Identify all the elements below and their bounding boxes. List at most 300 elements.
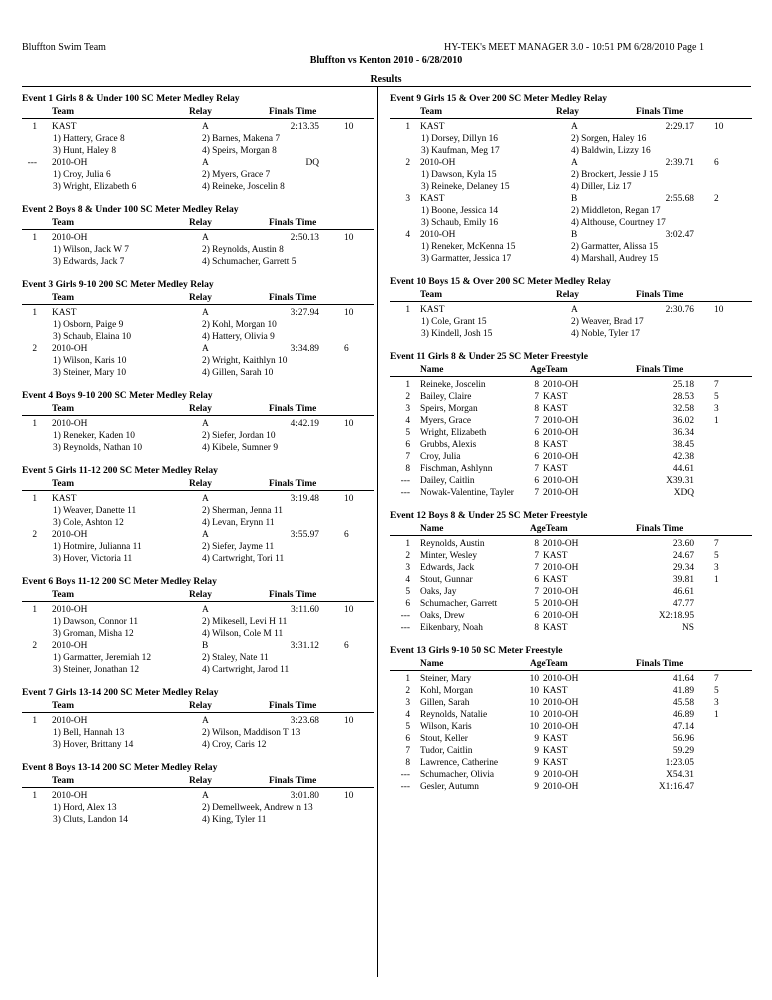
finals-time: 2:30.76	[665, 305, 694, 315]
finals-time: 59.29	[672, 746, 694, 756]
swimmer-name: Wilson, Karis	[420, 722, 472, 732]
swimmer: 2) Reynolds, Austin 8	[202, 245, 284, 255]
swimmer-row	[22, 541, 374, 553]
points: 2	[714, 194, 719, 204]
swimmer-row	[22, 244, 374, 256]
swimmer-row	[22, 355, 374, 367]
software-stamp: HY-TEK's MEET MANAGER 3.0 - 10:51 PM 6/28/2010 Page 1	[444, 42, 704, 53]
points: 6	[714, 158, 719, 168]
individual-event	[390, 350, 752, 499]
header-finals-time: Finals Time	[269, 404, 317, 414]
swimmer-name: Tudor, Caitlin	[420, 746, 473, 756]
place: 1	[32, 308, 37, 318]
relay-letter: A	[202, 344, 209, 354]
team: KAST	[543, 551, 568, 561]
points: 3	[714, 563, 719, 573]
place: ---	[400, 488, 410, 498]
points: 10	[344, 791, 354, 801]
table-header	[390, 106, 752, 119]
result-row	[22, 529, 374, 541]
place: 5	[405, 722, 410, 732]
swimmer-name: Gesler, Autumn	[420, 782, 479, 792]
team: 2010-OH	[543, 710, 579, 720]
swimmer-name: Wright, Elizabeth	[420, 428, 487, 438]
age: 6	[534, 611, 539, 621]
swimmer-name: Oaks, Drew	[420, 611, 465, 621]
team: 2010-OH	[543, 488, 579, 498]
header-finals-time: Finals Time	[636, 365, 684, 375]
swimmer-name: Minter, Wesley	[420, 551, 478, 561]
finals-time: 24.67	[672, 551, 694, 561]
swimmer: 1) Reneker, Kaden 10	[53, 431, 135, 441]
age: 9	[534, 758, 539, 768]
result-row	[390, 121, 752, 133]
finals-time: 3:23.68	[290, 716, 319, 726]
place: ---	[400, 611, 410, 621]
result-row	[390, 721, 752, 733]
swimmer: 1) Dorsey, Dillyn 16	[421, 134, 498, 144]
team: 2010-OH	[52, 158, 88, 168]
swimmer-name: Steiner, Mary	[420, 674, 472, 684]
result-row	[22, 121, 374, 133]
result-row	[22, 157, 374, 169]
header-team: Team	[52, 293, 75, 303]
place: 5	[405, 428, 410, 438]
header-finals-time: Finals Time	[636, 659, 684, 669]
finals-time: 29.34	[672, 563, 694, 573]
finals-time: X39.31	[666, 476, 694, 486]
team: 2010-OH	[543, 476, 579, 486]
table-header	[22, 478, 374, 491]
place: 4	[405, 230, 410, 240]
header-team: Team	[52, 776, 75, 786]
relay-event	[22, 92, 374, 193]
header-relay: Relay	[556, 107, 579, 117]
finals-time: 32.58	[672, 404, 694, 414]
team: 2010-OH	[543, 770, 579, 780]
relay-letter: A	[571, 158, 578, 168]
swimmer-name: Reineke, Joscelin	[420, 380, 486, 390]
finals-time: 36.34	[672, 428, 694, 438]
result-row	[22, 640, 374, 652]
relay-letter: A	[202, 158, 209, 168]
swimmer: 3) Kindell, Josh 15	[421, 329, 493, 339]
swimmer: 1) Dawson, Connor 11	[53, 617, 139, 627]
age: 9	[534, 746, 539, 756]
finals-time: X54.31	[666, 770, 694, 780]
team: 2010-OH	[52, 641, 88, 651]
event-title: Event 13 Girls 9-10 50 SC Meter Freestyle	[390, 645, 563, 656]
event-title: Event 6 Boys 11-12 200 SC Meter Medley Relay	[22, 576, 217, 587]
swimmer-name: Grubbs, Alexis	[420, 440, 477, 450]
place: 1	[32, 419, 37, 429]
team: KAST	[52, 494, 77, 504]
team: 2010-OH	[420, 158, 456, 168]
age: 6	[534, 575, 539, 585]
finals-time: X1:16.47	[658, 782, 694, 792]
age: 9	[534, 770, 539, 780]
points: 10	[714, 305, 724, 315]
finals-time: 3:27.94	[290, 308, 319, 318]
swimmer: 1) Bell, Hannah 13	[53, 728, 125, 738]
swimmer: 2) Kohl, Morgan 10	[202, 320, 277, 330]
age: 6	[534, 452, 539, 462]
header-name: Name	[420, 659, 444, 669]
swimmer: 3) Reineke, Delaney 15	[421, 182, 510, 192]
team: KAST	[420, 305, 445, 315]
relay-letter: A	[202, 494, 209, 504]
header-finals-time: Finals Time	[636, 107, 684, 117]
place: ---	[400, 476, 410, 486]
result-row	[390, 229, 752, 241]
swimmer-row	[390, 328, 752, 340]
place: 5	[405, 587, 410, 597]
result-row	[390, 745, 752, 757]
team: KAST	[543, 734, 568, 744]
individual-event	[390, 509, 752, 634]
result-row	[22, 418, 374, 430]
swimmer-name: Reynolds, Austin	[420, 539, 485, 549]
result-row	[390, 487, 752, 499]
swimmer-row	[22, 553, 374, 565]
result-row	[390, 379, 752, 391]
team: 2010-OH	[52, 419, 88, 429]
team: KAST	[543, 464, 568, 474]
place: 3	[405, 194, 410, 204]
event-title: Event 3 Girls 9-10 200 SC Meter Medley Relay	[22, 279, 214, 290]
age: 7	[534, 488, 539, 498]
swimmer-row	[390, 241, 752, 253]
place: 2	[405, 686, 410, 696]
finals-time: 47.14	[672, 722, 694, 732]
result-row	[390, 415, 752, 427]
finals-time: 3:19.48	[290, 494, 319, 504]
swimmer: 2) Myers, Grace 7	[202, 170, 271, 180]
header-finals-time: Finals Time	[269, 590, 317, 600]
team: 2010-OH	[543, 539, 579, 549]
points: 10	[344, 605, 354, 615]
header-relay: Relay	[189, 404, 212, 414]
swimmer: 3) Cole, Ashton 12	[53, 518, 124, 528]
header-relay: Relay	[189, 590, 212, 600]
points: 10	[344, 419, 354, 429]
header-finals-time: Finals Time	[269, 107, 317, 117]
result-row	[390, 463, 752, 475]
relay-event	[390, 275, 752, 340]
event-title: Event 9 Girls 15 & Over 200 SC Meter Medley Relay	[390, 93, 608, 104]
finals-time: XDQ	[673, 488, 694, 498]
event-title: Event 7 Girls 13-14 200 SC Meter Medley Relay	[22, 687, 219, 698]
swimmer: 3) Schaub, Elaina 10	[53, 332, 132, 342]
header-relay: Relay	[556, 290, 579, 300]
header-finals-time: Finals Time	[636, 524, 684, 534]
event-title: Event 10 Boys 15 & Over 200 SC Meter Medley Relay	[390, 276, 611, 287]
team-name: Bluffton Swim Team	[22, 42, 106, 53]
swimmer-row	[22, 664, 374, 676]
place: 1	[405, 122, 410, 132]
relay-letter: A	[571, 305, 578, 315]
team: KAST	[52, 308, 77, 318]
swimmer: 4) Noble, Tyler 17	[571, 329, 640, 339]
place: 1	[405, 380, 410, 390]
place: 3	[405, 404, 410, 414]
swimmer-name: Stout, Gunnar	[420, 575, 473, 585]
points: 6	[344, 641, 349, 651]
points: 7	[714, 380, 719, 390]
swimmer: 1) Hattery, Grace 8	[53, 134, 125, 144]
swimmer-name: Croy, Julia	[420, 452, 461, 462]
age: 10	[529, 722, 539, 732]
header-name: Name	[420, 365, 444, 375]
place: 1	[405, 305, 410, 315]
header-relay: Relay	[189, 701, 212, 711]
result-row	[22, 715, 374, 727]
swimmer-row	[22, 367, 374, 379]
relay-letter: A	[571, 122, 578, 132]
swimmer: 3) Steiner, Mary 10	[53, 368, 127, 378]
swimmer-row	[22, 181, 374, 193]
swimmer-row	[390, 217, 752, 229]
swimmer: 1) Wilson, Karis 10	[53, 356, 127, 366]
table-header	[22, 775, 374, 788]
swimmer: 2) Mikesell, Levi H 11	[202, 617, 288, 627]
place: 7	[405, 746, 410, 756]
header-finals-time: Finals Time	[269, 776, 317, 786]
place: ---	[400, 782, 410, 792]
relay-letter: A	[202, 716, 209, 726]
swimmer: 2) Sorgen, Haley 16	[571, 134, 647, 144]
age: 5	[534, 599, 539, 609]
swimmer: 4) Cartwright, Jarod 11	[202, 665, 290, 675]
age: 7	[534, 392, 539, 402]
swimmer-row	[22, 331, 374, 343]
finals-time: 46.89	[672, 710, 694, 720]
swimmer-row	[22, 169, 374, 181]
relay-event	[22, 464, 374, 565]
swimmer-row	[22, 802, 374, 814]
result-row	[390, 439, 752, 451]
finals-time: 56.96	[672, 734, 694, 744]
result-row	[390, 475, 752, 487]
team: 2010-OH	[52, 530, 88, 540]
swimmer-name: Schumacher, Garrett	[420, 599, 498, 609]
place: 1	[32, 605, 37, 615]
swimmer: 1) Dawson, Kyla 15	[421, 170, 497, 180]
finals-time: 45.58	[672, 698, 694, 708]
header-team: Team	[52, 107, 75, 117]
team: 2010-OH	[420, 230, 456, 240]
swimmer: 4) Croy, Caris 12	[202, 740, 267, 750]
header-finals-time: Finals Time	[269, 218, 317, 228]
team: 2010-OH	[543, 380, 579, 390]
team: 2010-OH	[543, 674, 579, 684]
swimmer: 1) Garmatter, Jeremiah 12	[53, 653, 152, 663]
result-row	[22, 604, 374, 616]
team: KAST	[543, 440, 568, 450]
swimmer-name: Myers, Grace	[420, 416, 472, 426]
swimmer-row	[22, 628, 374, 640]
age: 7	[534, 551, 539, 561]
swimmer: 4) Levan, Erynn 11	[202, 518, 275, 528]
swimmer: 1) Reneker, McKenna 15	[421, 242, 516, 252]
swimmer-name: Nowak-Valentine, Tayler	[420, 488, 514, 498]
team: 2010-OH	[543, 563, 579, 573]
header-relay: Relay	[189, 479, 212, 489]
swimmer: 2) Weaver, Brad 17	[571, 317, 644, 327]
finals-time: 42.38	[672, 452, 694, 462]
swimmer: 3) Hunt, Haley 8	[53, 146, 117, 156]
result-row	[390, 451, 752, 463]
relay-letter: A	[202, 122, 209, 132]
swimmer-row	[22, 256, 374, 268]
points: 6	[344, 344, 349, 354]
finals-time: 28.53	[672, 392, 694, 402]
result-row	[390, 574, 752, 586]
team: 2010-OH	[543, 782, 579, 792]
header-age-team: AgeTeam	[530, 365, 568, 375]
result-row	[390, 586, 752, 598]
result-row	[390, 562, 752, 574]
relay-event	[22, 278, 374, 379]
results-heading: Results	[370, 74, 402, 85]
header-relay: Relay	[189, 293, 212, 303]
table-header	[22, 589, 374, 602]
team: KAST	[543, 623, 568, 633]
swimmer-row	[390, 133, 752, 145]
place: 2	[405, 551, 410, 561]
table-header	[22, 700, 374, 713]
table-header	[390, 658, 752, 671]
points: 10	[344, 122, 354, 132]
header-team: Team	[52, 479, 75, 489]
swimmer-row	[390, 316, 752, 328]
swimmer: 3) Hover, Brittany 14	[53, 740, 134, 750]
finals-time: 3:34.89	[290, 344, 319, 354]
swimmer: 4) Gillen, Sarah 10	[202, 368, 274, 378]
swimmer-row	[22, 616, 374, 628]
swimmer-name: Reynolds, Natalie	[420, 710, 488, 720]
swimmer: 3) Kaufman, Meg 17	[421, 146, 500, 156]
age: 7	[534, 464, 539, 474]
team: 2010-OH	[543, 416, 579, 426]
result-row	[390, 709, 752, 721]
swimmer: 4) Schumacher, Garrett 5	[202, 257, 297, 267]
swimmer: 2) Staley, Nate 11	[202, 653, 269, 663]
result-row	[22, 343, 374, 355]
header-age-team: AgeTeam	[530, 659, 568, 669]
swimmer-row	[22, 319, 374, 331]
age: 9	[534, 782, 539, 792]
finals-time: 3:02.47	[665, 230, 694, 240]
age: 10	[529, 686, 539, 696]
swimmer-row	[390, 253, 752, 265]
result-row	[390, 427, 752, 439]
result-row	[390, 157, 752, 169]
finals-time: 3:01.80	[290, 791, 319, 801]
swimmer-row	[22, 739, 374, 751]
swimmer: 2) Wilson, Maddison T 13	[202, 728, 301, 738]
result-row	[390, 538, 752, 550]
swimmer: 4) Althouse, Courtney 17	[571, 218, 666, 228]
swimmer: 2) Wright, Kaithlyn 10	[202, 356, 288, 366]
team: 2010-OH	[543, 587, 579, 597]
individual-event	[390, 644, 752, 793]
header-rule	[22, 86, 751, 87]
swimmer: 3) Groman, Misha 12	[53, 629, 134, 639]
table-header	[22, 106, 374, 119]
table-header	[390, 523, 752, 536]
swimmer: 4) Reineke, Joscelin 8	[202, 182, 285, 192]
finals-time: 2:29.17	[665, 122, 694, 132]
swimmer-name: Lawrence, Catherine	[420, 758, 499, 768]
swimmer-name: Dailey, Caitlin	[420, 476, 475, 486]
team: KAST	[543, 404, 568, 414]
result-row	[22, 790, 374, 802]
swimmer-name: Edwards, Jack	[420, 563, 475, 573]
finals-time: NS	[682, 623, 694, 633]
right-column	[390, 92, 752, 803]
finals-time: 38.45	[672, 440, 694, 450]
relay-event	[22, 761, 374, 826]
age: 8	[534, 380, 539, 390]
column-divider	[377, 87, 378, 977]
swimmer-row	[22, 505, 374, 517]
result-row	[390, 610, 752, 622]
swimmer: 4) King, Tyler 11	[202, 815, 267, 825]
swimmer: 4) Cartwright, Tori 11	[202, 554, 285, 564]
place: ---	[400, 770, 410, 780]
team: KAST	[543, 686, 568, 696]
header-finals-time: Finals Time	[269, 479, 317, 489]
header-finals-time: Finals Time	[269, 701, 317, 711]
swimmer-name: Gillen, Sarah	[420, 698, 470, 708]
relay-letter: A	[202, 233, 209, 243]
points: 10	[344, 716, 354, 726]
result-row	[390, 193, 752, 205]
swimmer: 3) Garmatter, Jessica 17	[421, 254, 512, 264]
swimmer: 1) Wilson, Jack W 7	[53, 245, 129, 255]
team: KAST	[543, 575, 568, 585]
event-title: Event 1 Girls 8 & Under 100 SC Meter Medley Relay	[22, 93, 240, 104]
swimmer-row	[390, 181, 752, 193]
finals-time: 44.61	[672, 464, 694, 474]
place: 4	[405, 575, 410, 585]
swimmer-row	[22, 442, 374, 454]
result-row	[22, 493, 374, 505]
points: 6	[344, 530, 349, 540]
swimmer: 2) Brockert, Jessie J 15	[571, 170, 659, 180]
table-header	[390, 289, 752, 302]
points: 10	[344, 494, 354, 504]
header-team: Team	[52, 590, 75, 600]
team: KAST	[543, 758, 568, 768]
header-relay: Relay	[189, 107, 212, 117]
swimmer-row	[390, 169, 752, 181]
points: 10	[344, 308, 354, 318]
finals-time: 3:55.97	[290, 530, 319, 540]
swimmer: 3) Reynolds, Nathan 10	[53, 443, 143, 453]
finals-time: 23.60	[672, 539, 694, 549]
place: 8	[405, 758, 410, 768]
swimmer: 3) Wright, Elizabeth 6	[53, 182, 137, 192]
finals-time: 36.02	[672, 416, 694, 426]
swimmer-name: Kohl, Morgan	[420, 686, 473, 696]
finals-time: 46.61	[672, 587, 694, 597]
team: 2010-OH	[52, 716, 88, 726]
swimmer: 2) Siefer, Jordan 10	[202, 431, 276, 441]
header-finals-time: Finals Time	[636, 290, 684, 300]
relay-letter: B	[571, 194, 578, 204]
